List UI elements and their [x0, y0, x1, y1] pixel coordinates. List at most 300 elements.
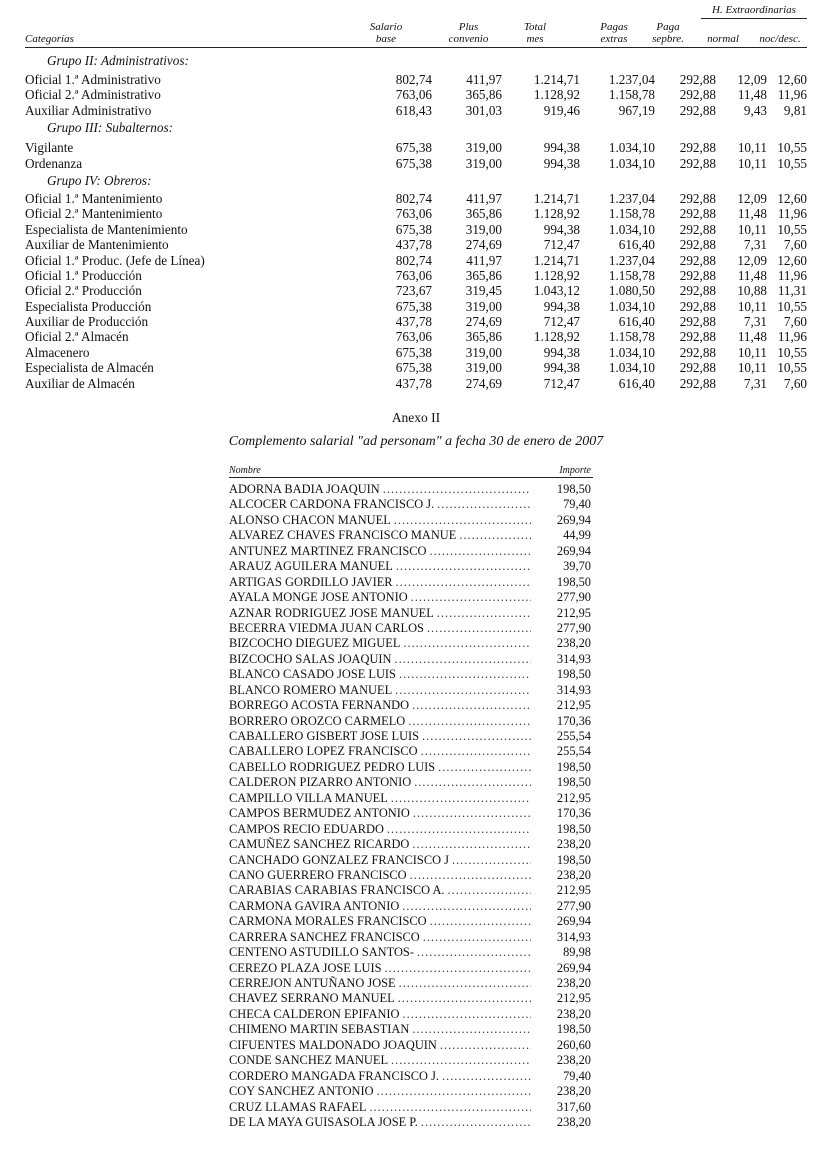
table-row [25, 345, 807, 360]
hora-noc-desc-cell: 7,60 [783, 375, 807, 391]
employee-name: CRUZ LLAMAS RAFAEL [229, 1099, 367, 1114]
total-mes-cell: 1.128,92 [533, 267, 580, 283]
plus-convenio-cell: 301,03 [465, 102, 502, 118]
total-mes-cell: 994,38 [543, 140, 580, 156]
amount-cell: 238,20 [556, 1053, 591, 1068]
employee-name: CANO GUERRERO FRANCISCO [229, 867, 407, 882]
category-cell: Oficial 1.ª Administrativo [25, 72, 161, 87]
category-cell: Oficial 2.ª Almacén [25, 329, 129, 345]
paga-sepbre-cell: 292,88 [679, 155, 716, 171]
hora-noc-desc-cell: 10,55 [777, 344, 807, 360]
hora-normal-cell: 12,09 [737, 190, 767, 206]
pagas-extras-cell: 1.158,78 [608, 206, 655, 222]
dot-leader [396, 667, 531, 682]
employee-name: CEREZO PLAZA JOSE LUIS [229, 960, 382, 975]
list-item [229, 899, 593, 914]
total-mes-cell: 919,46 [543, 102, 580, 118]
amount-cell: 269,94 [556, 960, 591, 975]
category-cell: Especialista de Almacén [25, 360, 154, 376]
amount-cell: 314,93 [556, 929, 591, 944]
amount-cell: 260,60 [556, 1037, 591, 1052]
paga-sepbre-cell: 292,88 [679, 237, 716, 253]
group-title-text: Grupo II: Administrativos: [47, 53, 189, 68]
annex-title: Anexo II [391, 410, 441, 425]
category-cell: Oficial 2.ª Producción [25, 283, 142, 299]
total-mes-cell: 712,47 [543, 237, 580, 253]
salario-base-cell: 618,43 [395, 102, 432, 118]
plus-convenio-cell: 411,97 [466, 190, 502, 206]
list-item [229, 528, 593, 543]
hora-noc-desc-cell: 10,55 [777, 298, 807, 314]
total-mes-cell: 1.128,92 [533, 329, 580, 345]
dot-leader [456, 528, 531, 543]
pagas-extras-cell: 1.237,04 [608, 252, 655, 268]
dot-leader [392, 683, 531, 698]
amount-cell: 269,94 [556, 543, 591, 558]
dot-leader [409, 837, 531, 852]
dot-leader [445, 883, 531, 898]
hora-normal-cell: 10,11 [737, 221, 767, 237]
employee-name: CENTENO ASTUDILLO SANTOS- [229, 945, 414, 960]
employee-name: CABALLERO GISBERT JOSE LUIS [229, 729, 420, 743]
annex-subtitle: Complemento salarial "ad personam" a fecha 30 de enero de 2007 [228, 434, 604, 449]
hora-normal-cell: 11,48 [737, 206, 767, 222]
hora-normal-cell: 10,11 [737, 344, 767, 360]
amount-cell: 39,70 [563, 559, 591, 574]
paga-sepbre-cell: 292,88 [679, 375, 716, 391]
salario-base-cell: 437,78 [395, 375, 432, 391]
dot-leader [400, 636, 531, 651]
list-item [229, 1100, 593, 1115]
table-row [25, 103, 807, 118]
dot-leader [381, 961, 531, 976]
table-row [25, 360, 807, 375]
dot-leader [366, 1100, 531, 1115]
list-item [229, 945, 593, 960]
hora-normal-cell: 9,43 [743, 102, 767, 118]
employee-name: ALVAREZ CHAVES FRANCISCO MANUE [229, 528, 457, 543]
amount-cell: 79,40 [563, 1068, 591, 1083]
salario-base-cell: 437,78 [395, 237, 432, 253]
amount-cell: 317,60 [556, 1099, 591, 1114]
paga-sepbre-cell: 292,88 [679, 72, 716, 87]
employee-name: BIZCOCHO SALAS JOAQUIN [229, 651, 392, 666]
list-item [229, 1038, 593, 1053]
hora-noc-desc-cell: 12,60 [777, 252, 807, 268]
salario-base-cell: 675,38 [395, 344, 432, 360]
salario-base-cell: 763,06 [395, 329, 432, 345]
plus-convenio-cell: 411,97 [466, 252, 502, 268]
list-item [229, 961, 593, 976]
total-mes-cell: 712,47 [543, 314, 580, 330]
pagas-extras-cell: 1.034,10 [608, 140, 655, 156]
employee-name: BORRERO OROZCO CARMELO [229, 713, 406, 728]
total-mes-cell: 1.214,71 [533, 190, 580, 206]
list-item [229, 806, 593, 821]
hora-noc-desc-cell: 7,60 [783, 237, 807, 253]
paga-sepbre-cell: 292,88 [679, 252, 716, 268]
amount-cell: 269,94 [556, 914, 591, 929]
salario-base-cell: 675,38 [395, 221, 432, 237]
category-cell: Especialista Producción [25, 298, 152, 314]
category-cell: Oficial 2.ª Administrativo [25, 87, 161, 103]
employee-name: CAMPOS BERMUDEZ ANTONIO [229, 806, 410, 821]
dot-leader [419, 729, 531, 744]
header-total-mes: Total mes [523, 21, 547, 45]
pagas-extras-cell: 1.158,78 [608, 329, 655, 345]
salario-base-cell: 675,38 [395, 360, 432, 376]
list-item [229, 1022, 593, 1037]
dot-leader [427, 914, 531, 929]
table-row [25, 222, 807, 237]
hora-normal-cell: 10,11 [737, 360, 767, 376]
salary-table-header [25, 0, 807, 48]
table-row [25, 329, 807, 344]
group-title [25, 118, 807, 138]
hora-normal-cell: 7,31 [743, 375, 767, 391]
category-cell: Auxiliar de Almacén [25, 375, 135, 391]
list-item [229, 729, 593, 744]
list-item [229, 621, 593, 636]
salario-base-cell: 723,67 [395, 283, 432, 299]
employee-name: CHECA CALDERON EPIFANIO [229, 1006, 400, 1021]
dot-leader [400, 1007, 532, 1022]
hora-normal-cell: 10,11 [737, 155, 767, 171]
plus-convenio-cell: 274,69 [465, 314, 502, 330]
amount-cell: 314,93 [556, 682, 591, 697]
hora-noc-desc-cell: 11,96 [777, 206, 807, 222]
category-cell: Auxiliar de Producción [25, 314, 149, 330]
paga-sepbre-cell: 292,88 [679, 267, 716, 283]
pagas-extras-cell: 616,40 [618, 375, 655, 391]
pagas-extras-cell: 1.034,10 [608, 155, 655, 171]
dot-leader [388, 791, 531, 806]
employee-name: BLANCO CASADO JOSE LUIS [229, 667, 396, 682]
header-rule [229, 477, 593, 478]
list-item [229, 868, 593, 883]
paga-sepbre-cell: 292,88 [679, 190, 716, 206]
amount-cell: 79,40 [563, 497, 591, 512]
paga-sepbre-cell: 292,88 [679, 344, 716, 360]
salario-base-cell: 763,06 [395, 267, 432, 283]
list-item [229, 976, 593, 991]
plus-convenio-cell: 365,86 [465, 87, 502, 103]
group-title [25, 48, 807, 72]
employee-name: CALDERON PIZARRO ANTONIO [229, 775, 412, 790]
amount-cell: 238,20 [556, 636, 591, 651]
dot-leader [437, 1038, 531, 1053]
plus-convenio-cell: 319,45 [465, 283, 502, 299]
hora-noc-desc-cell: 10,55 [777, 155, 807, 171]
amount-cell: 198,50 [556, 759, 591, 774]
plus-convenio-cell: 274,69 [465, 237, 502, 253]
header-plus-convenio: Plus convenio [448, 21, 489, 45]
employee-name: CARRERA SANCHEZ FRANCISCO [229, 929, 420, 944]
category-cell: Almacenero [25, 344, 90, 360]
category-cell: Oficial 1.ª Produc. (Jefe de Línea) [25, 252, 205, 268]
plus-convenio-cell: 365,86 [465, 329, 502, 345]
table-row [25, 156, 807, 171]
amount-cell: 89,98 [563, 945, 591, 960]
hora-normal-cell: 11,48 [737, 87, 767, 103]
dot-leader [408, 590, 531, 605]
plus-convenio-cell: 319,00 [465, 140, 502, 156]
header-pagas-extras: Pagas extras [600, 21, 628, 45]
plus-convenio-cell: 365,86 [465, 267, 502, 283]
table-row [25, 140, 807, 155]
dot-leader [410, 806, 531, 821]
salario-base-cell: 802,74 [395, 252, 432, 268]
dot-leader [449, 853, 531, 868]
employee-name: BIZCOCHO DIEGUEZ MIGUEL [229, 636, 401, 651]
employee-name: ALONSO CHACON MANUEL [229, 512, 391, 527]
pagas-extras-cell: 1.237,04 [608, 190, 655, 206]
header-h-extra-divider [701, 18, 807, 19]
hora-noc-desc-cell: 10,55 [777, 140, 807, 156]
list-item [229, 822, 593, 837]
table-row [25, 191, 807, 206]
list-item [229, 544, 593, 559]
list-item [229, 575, 593, 590]
table-row [25, 72, 807, 87]
header-normal: normal [707, 33, 739, 45]
employee-name: CERREJON ANTUÑANO JOSE [229, 976, 396, 990]
dot-leader [391, 513, 531, 528]
hora-normal-cell: 12,09 [737, 72, 767, 87]
amount-cell: 212,95 [556, 790, 591, 805]
hora-normal-cell: 12,09 [737, 252, 767, 268]
employee-name: ADORNA BADIA JOAQUIN [229, 482, 380, 496]
employee-name: CABELLO RODRIGUEZ PEDRO LUIS [229, 759, 436, 774]
table-row [25, 237, 807, 252]
dot-leader [418, 744, 531, 759]
ad-personam-table [229, 462, 593, 1130]
salario-base-cell: 802,74 [395, 72, 432, 87]
list-item [229, 853, 593, 868]
salary-table-body [25, 48, 807, 391]
paga-sepbre-cell: 292,88 [679, 283, 716, 299]
dot-leader [427, 544, 531, 559]
hora-normal-cell: 10,11 [737, 140, 767, 156]
employee-name: CARMONA MORALES FRANCISCO [229, 914, 427, 929]
plus-convenio-cell: 365,86 [465, 206, 502, 222]
pagas-extras-cell: 1.034,10 [608, 344, 655, 360]
category-cell: Auxiliar Administrativo [25, 102, 152, 118]
dot-leader [418, 1115, 531, 1130]
pagas-extras-cell: 1.080,50 [608, 283, 655, 299]
list-item [229, 513, 593, 528]
salario-base-cell: 763,06 [395, 87, 432, 103]
amount-cell: 198,50 [556, 667, 591, 682]
hora-normal-cell: 10,88 [737, 283, 767, 299]
hora-noc-desc-cell: 11,31 [777, 283, 807, 299]
paga-sepbre-cell: 292,88 [679, 298, 716, 314]
list-item [229, 837, 593, 852]
group-title-text: Grupo III: Subalternos: [47, 120, 173, 136]
amount-cell: 238,20 [556, 867, 591, 882]
total-mes-cell: 994,38 [543, 344, 580, 360]
paga-sepbre-cell: 292,88 [679, 102, 716, 118]
total-mes-cell: 994,38 [543, 155, 580, 171]
table-row [25, 206, 807, 221]
header-h-extraordinarias: H. Extraordinarias [712, 4, 796, 16]
table-row [25, 87, 807, 102]
amount-cell: 198,50 [556, 775, 591, 790]
salario-base-cell: 802,74 [395, 190, 432, 206]
paga-sepbre-cell: 292,88 [679, 360, 716, 376]
hora-normal-cell: 10,11 [737, 298, 767, 314]
list-item [229, 1053, 593, 1068]
dot-leader [409, 698, 531, 713]
pagas-extras-cell: 616,40 [618, 314, 655, 330]
amount-cell: 170,36 [556, 713, 591, 728]
employee-name: CORDERO MANGADA FRANCISCO J. [229, 1068, 439, 1083]
dot-leader [411, 775, 531, 790]
employee-name: BECERRA VIEDMA JUAN CARLOS [229, 620, 424, 635]
hora-normal-cell: 11,48 [737, 329, 767, 345]
amount-cell: 212,95 [556, 698, 591, 713]
paga-sepbre-cell: 292,88 [679, 329, 716, 345]
total-mes-cell: 712,47 [543, 375, 580, 391]
employee-name: BLANCO ROMERO MANUEL [229, 682, 393, 697]
list-item [229, 1007, 593, 1022]
employee-name: BORREGO ACOSTA FERNANDO [229, 698, 410, 713]
dot-leader [391, 652, 531, 667]
hora-noc-desc-cell: 7,60 [783, 314, 807, 330]
dot-leader [435, 760, 531, 775]
list-item [229, 991, 593, 1006]
list-item [229, 1115, 593, 1130]
dot-leader [396, 976, 531, 991]
dot-leader [374, 1084, 531, 1099]
amount-cell: 212,95 [556, 605, 591, 620]
employee-name: ARTIGAS GORDILLO JAVIER [229, 574, 393, 589]
amount-cell: 255,54 [556, 744, 591, 759]
hora-noc-desc-cell: 11,96 [777, 329, 807, 345]
hora-normal-cell: 7,31 [743, 237, 767, 253]
list-item [229, 482, 593, 497]
employee-name: CARABIAS CARABIAS FRANCISCO A. [229, 883, 445, 898]
hora-normal-cell: 11,48 [737, 267, 767, 283]
dot-leader [384, 822, 531, 837]
employee-name: ALCOCER CARDONA FRANCISCO J. [229, 497, 435, 512]
group-title [25, 171, 807, 191]
dot-leader [380, 482, 531, 497]
list-item [229, 652, 593, 667]
paga-sepbre-cell: 292,88 [679, 221, 716, 237]
plus-convenio-cell: 274,69 [465, 375, 502, 391]
dot-leader [424, 621, 531, 636]
hora-noc-desc-cell: 11,96 [777, 267, 807, 283]
plus-convenio-cell: 319,00 [465, 155, 502, 171]
paga-sepbre-cell: 292,88 [679, 206, 716, 222]
plus-convenio-cell: 411,97 [466, 72, 502, 87]
ad-personam-body [229, 482, 593, 1130]
employee-name: CONDE SANCHEZ MANUEL [229, 1053, 389, 1068]
total-mes-cell: 1.214,71 [533, 252, 580, 268]
plus-convenio-cell: 319,00 [465, 360, 502, 376]
amount-cell: 44,99 [563, 528, 591, 543]
table-row [25, 283, 807, 298]
category-cell: Auxiliar de Mantenimiento [25, 237, 169, 253]
employee-name: AZNAR RODRIGUEZ JOSE MANUEL [229, 605, 434, 620]
list-item [229, 791, 593, 806]
dot-leader [434, 606, 531, 621]
amount-cell: 238,20 [556, 837, 591, 852]
list-item [229, 1069, 593, 1084]
amount-cell: 198,50 [556, 1022, 591, 1037]
table-row [25, 299, 807, 314]
amount-cell: 212,95 [556, 991, 591, 1006]
pagas-extras-cell: 1.158,78 [608, 87, 655, 103]
amount-cell: 238,20 [556, 1006, 591, 1021]
employee-name: CABALLERO LOPEZ FRANCISCO [229, 744, 418, 759]
list-item [229, 914, 593, 929]
amount-cell: 198,50 [556, 821, 591, 836]
pagas-extras-cell: 1.034,10 [608, 221, 655, 237]
hora-noc-desc-cell: 11,96 [777, 87, 807, 103]
ad-personam-header [229, 462, 593, 478]
list-item [229, 683, 593, 698]
total-mes-cell: 994,38 [543, 221, 580, 237]
employee-name: AYALA MONGE JOSE ANTONIO [229, 590, 408, 605]
amount-cell: 277,90 [556, 620, 591, 635]
employee-name: CANCHADO GONZALEZ FRANCISCO J [229, 852, 449, 867]
employee-name: COY SANCHEZ ANTONIO [229, 1084, 374, 1099]
amount-cell: 238,20 [556, 1084, 591, 1099]
employee-name: CAMPOS RECIO EDUARDO [229, 821, 384, 836]
amount-cell: 170,36 [556, 806, 591, 821]
header-categorias: Categorías [25, 33, 74, 45]
list-item [229, 883, 593, 898]
dot-leader [405, 714, 531, 729]
hora-noc-desc-cell: 9,81 [783, 102, 807, 118]
dot-leader [393, 559, 531, 574]
salario-base-cell: 675,38 [395, 155, 432, 171]
amount-cell: 198,50 [556, 482, 591, 496]
total-mes-cell: 1.214,71 [533, 72, 580, 87]
total-mes-cell: 1.128,92 [533, 87, 580, 103]
category-cell: Especialista de Mantenimiento [25, 221, 188, 237]
list-item [229, 667, 593, 682]
dot-leader [393, 575, 531, 590]
pagas-extras-cell: 1.034,10 [608, 360, 655, 376]
list-item [229, 590, 593, 605]
table-row [25, 268, 807, 283]
amount-cell: 277,90 [556, 898, 591, 913]
amount-cell: 238,20 [556, 1114, 591, 1129]
pagas-extras-cell: 967,19 [618, 102, 655, 118]
header-paga-sepbre: Paga sepbre. [652, 21, 684, 45]
employee-name: CHIMENO MARTIN SEBASTIAN [229, 1022, 410, 1037]
plus-convenio-cell: 319,00 [465, 298, 502, 314]
list-item [229, 497, 593, 512]
category-cell: Oficial 2.ª Mantenimiento [25, 206, 163, 222]
dot-leader [420, 930, 531, 945]
list-item [229, 559, 593, 574]
hora-normal-cell: 7,31 [743, 314, 767, 330]
dot-leader [388, 1053, 531, 1068]
dot-leader [395, 991, 531, 1006]
salario-base-cell: 763,06 [395, 206, 432, 222]
category-cell: Ordenanza [25, 155, 83, 171]
paga-sepbre-cell: 292,88 [679, 140, 716, 156]
table-row [25, 314, 807, 329]
list-item [229, 698, 593, 713]
pagas-extras-cell: 1.158,78 [608, 267, 655, 283]
amount-cell: 314,93 [556, 651, 591, 666]
total-mes-cell: 1.128,92 [533, 206, 580, 222]
